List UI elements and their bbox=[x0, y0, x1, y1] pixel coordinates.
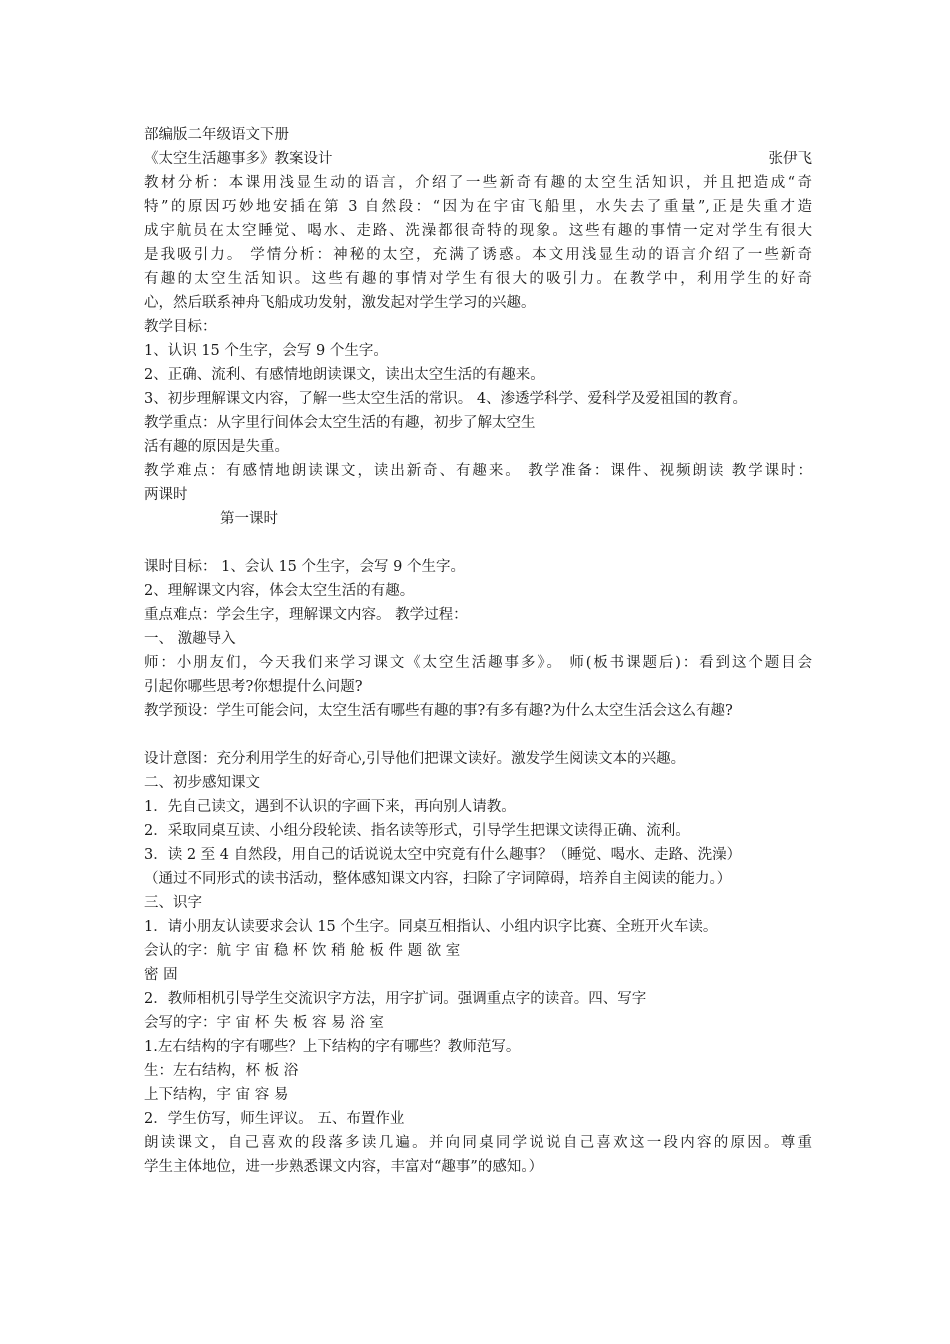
section-line: 2．学生仿写，师生评议。 五、布置作业 bbox=[144, 1111, 405, 1127]
lesson-goal-line: 课时目标： 1、会认 15 个生字，会写 9 个生字。 bbox=[144, 559, 465, 575]
section-line: 3．读 2 至 4 自然段，用自己的话说说太空中究竟有什么趣事？（睡觉、喝水、走路、洗澡） bbox=[144, 847, 742, 863]
analysis-line: 心，然后联系神舟飞船成功发射，激发起对学生学习的兴趣。 bbox=[144, 295, 536, 311]
section-line: 1．先自己读文，遇到不认识的字画下来，再向别人请教。 bbox=[144, 799, 516, 815]
key-point-line: 教学重点：从字里行间体会太空生活的有趣，初步了解太空生 bbox=[144, 415, 536, 431]
section-line: 2．采取同桌互读、小组分段轮读、指名读等形式，引导学生把课文读得正确、流利。 bbox=[144, 823, 690, 839]
analysis-line: 成宇航员在太空睡觉、喝水、走路、洗澡都很奇特的现象。这些有趣的事情一定对学生有很大 bbox=[144, 223, 812, 239]
design-intent: 设计意图：充分利用学生的好奇心,引导他们把课文读好。激发学生阅读文本的兴趣。 bbox=[144, 751, 686, 767]
section-line: 生：左右结构，杯 板 浴 bbox=[144, 1063, 299, 1079]
goal-item: 1、认识 15 个生字，会写 9 个生字。 bbox=[144, 343, 388, 359]
section-line: 学生主体地位，进一步熟悉课文内容，丰富对“趣事”的感知。） bbox=[144, 1159, 544, 1175]
title-row bbox=[144, 147, 812, 171]
section-line: 朗读课文，自己喜欢的段落多读几遍。并向同桌同学说说自己喜欢这一段内容的原因。尊重 bbox=[144, 1135, 812, 1151]
lesson-goal-line: 重点难点：学会生字，理解课文内容。 教学过程： bbox=[144, 607, 468, 623]
spacer bbox=[144, 723, 812, 747]
section-line: 师：小朋友们，今天我们来学习课文《太空生活趣事多》。 师(板书课题后)：看到这个题目会 bbox=[144, 655, 812, 671]
document-title: 《太空生活趣事多》教案设计 bbox=[144, 151, 333, 167]
document-page bbox=[144, 123, 812, 1179]
lesson-heading: 第一课时 bbox=[220, 511, 278, 527]
section-heading: 三、识字 bbox=[144, 895, 202, 911]
goal-item: 3、初步理解课文内容，了解一些太空生活的常识。 4、渗透学科学、爱科学及爱祖国的教育。 bbox=[144, 391, 748, 407]
analysis-line: 是我吸引力。 学情分析：神秘的太空，充满了诱惑。本文用浅显生动的语言介绍了一些新奇 bbox=[144, 247, 812, 263]
analysis-line: 特”的原因巧妙地安插在第 3 自然段：“因为在宇宙飞船里，水失去了重量”,正是失重才造 bbox=[144, 199, 812, 215]
section-line: 上下结构，宇 宙 容 易 bbox=[144, 1087, 289, 1103]
author-name: 张伊飞 bbox=[768, 151, 812, 167]
difficulty-line: 两课时 bbox=[144, 487, 188, 503]
section-line: 1.左右结构的字有哪些？上下结构的字有哪些？教师范写。 bbox=[144, 1039, 521, 1055]
analysis-line: 教材分析：本课用浅显生动的语言，介绍了一些新奇有趣的太空生活知识，并且把造成“奇 bbox=[144, 175, 812, 191]
goals-heading: 教学目标： bbox=[144, 319, 217, 335]
difficulty-line: 教学难点：有感情地朗读课文，读出新奇、有趣来。 教学准备：课件、视频朗读 教学课时： bbox=[144, 463, 812, 479]
lesson-goal-line: 2、理解课文内容，体会太空生活的有趣。 bbox=[144, 583, 415, 599]
key-point-line: 活有趣的原因是失重。 bbox=[144, 439, 289, 455]
section-line: （通过不同形式的读书活动，整体感知课文内容，扫除了字词障碍，培养自主阅读的能力。） bbox=[144, 871, 732, 887]
section-line: 引起你哪些思考?你想提什么问题? bbox=[144, 679, 363, 695]
section-heading: 一、 激趣导入 bbox=[144, 631, 236, 647]
write-chars: 会写的字：宇 宙 杯 失 板 容 易 浴 室 bbox=[144, 1015, 384, 1031]
recognize-chars: 密 固 bbox=[144, 967, 178, 983]
section-heading: 二、初步感知课文 bbox=[144, 775, 260, 791]
section-line: 1．请小朋友认读要求会认 15 个生字。同桌互相指认、小组内识字比赛、全班开火车读。 bbox=[144, 919, 718, 935]
spacer bbox=[144, 531, 812, 555]
analysis-line: 有趣的太空生活知识。这些有趣的事情对学生有很大的吸引力。在教学中，利用学生的好奇 bbox=[144, 271, 812, 287]
recognize-chars: 会认的字：航 宇 宙 稳 杯 饮 稍 舱 板 件 题 欲 室 bbox=[144, 943, 461, 959]
series-line: 部编版二年级语文下册 bbox=[144, 127, 289, 143]
goal-item: 2、正确、流利、有感情地朗读课文，读出太空生活的有趣来。 bbox=[144, 367, 545, 383]
section-line: 2．教师相机引导学生交流识字方法，用字扩词。强调重点字的读音。四、写字 bbox=[144, 991, 647, 1007]
section-line: 教学预设：学生可能会问，太空生活有哪些有趣的事?有多有趣?为什么太空生活会这么有趣? bbox=[144, 703, 733, 719]
